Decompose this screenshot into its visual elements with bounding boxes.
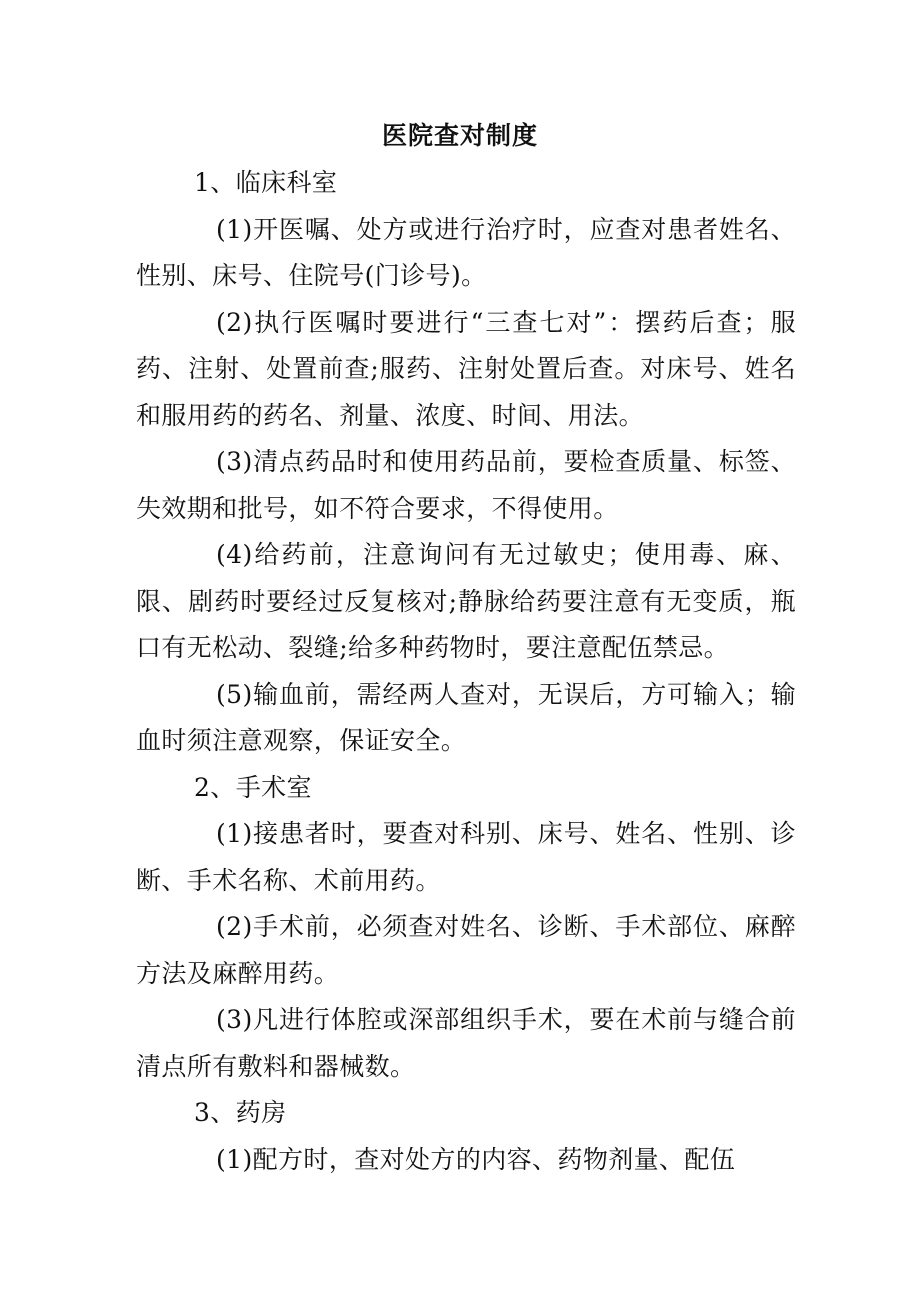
clinical-item-1: (1)开医嘱、处方或进行治疗时，应查对患者姓名、性别、床号、住院号(门诊号)。 [136,214,796,290]
clinical-item-2: (2)执行医嘱时要进行“三查七对”：摆药后查；服药、注射、处置前查;服药、注射处置后查。对床号、姓名和服用药的药名、剂量、浓度、时间、用法。 [136,307,796,430]
operating-room-item-3: (3)凡进行体腔或深部组织手术，要在术前与缝合前清点所有敷料和器械数。 [136,1005,796,1081]
pharmacy-item-1: (1)配方时，查对处方的内容、药物剂量、配伍 [216,1144,736,1174]
section-heading-operating-room: 2、手术室 [194,772,312,802]
clinical-item-3: (3)清点药品时和使用药品前，要检查质量、标签、失效期和批号，如不符合要求，不得使用。 [136,447,796,523]
section-heading-pharmacy: 3、药房 [194,1098,287,1127]
clinical-item-5: (5)输血前，需经两人查对，无误后，方可输入；输血时须注意观察，保证安全。 [136,679,796,755]
clinical-item-4: (4)给药前，注意询问有无过敏史；使用毒、麻、限、剧药时要经过反复核对;静脉给药要注意有无变质，瓶口有无松动、裂缝;给多种药物时，要注意配伍禁忌。 [136,540,796,662]
operating-room-item-1: (1)接患者时，要查对科别、床号、姓名、性别、诊断、手术名称、术前用药。 [136,819,796,895]
operating-room-item-2: (2)手术前，必须查对姓名、诊断、手术部位、麻醉方法及麻醉用药。 [136,912,796,988]
section-heading-clinical: 1、临床科室 [194,168,338,197]
document-title: 医院查对制度 [381,121,538,150]
document-body [136,160,796,1183]
